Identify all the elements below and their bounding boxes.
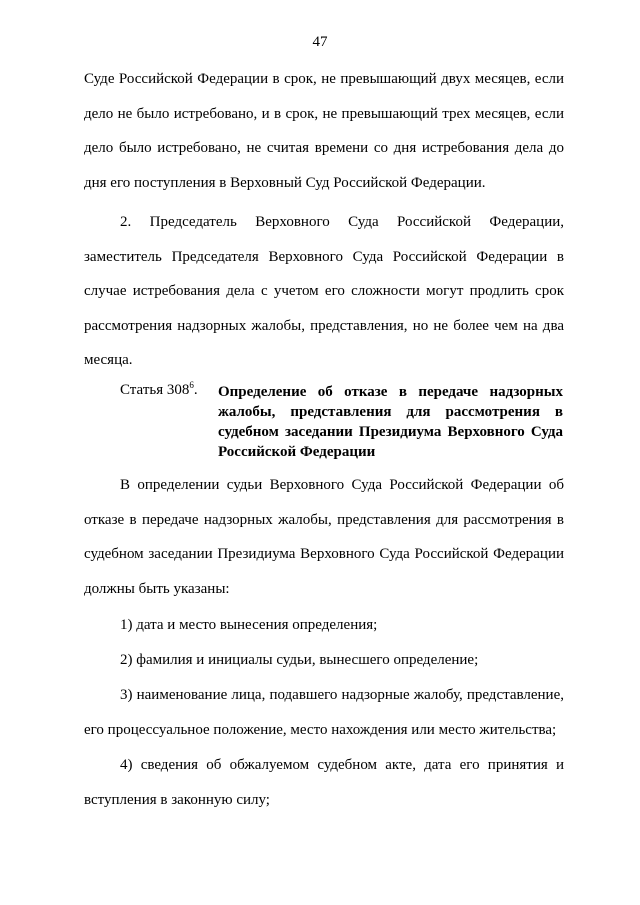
list-item [84,678,564,747]
text-line: судебном заседании Президиума Верховного Суда Российской Федерации [84,546,564,562]
article-title-line: Определение об отказе в передаче надзорных [218,384,563,400]
paragraph-requirements [84,468,564,606]
text-line: 3) наименование лица, подавшего надзорные жалобу, представление, [120,687,564,703]
text-line: В определении судьи Верховного Суда Российской Федерации об [120,477,564,493]
article-label-suffix: . [193,382,198,398]
text-line: 2) фамилия и инициалы судьи, вынесшего определение; [120,652,479,668]
text-line: случае истребования дела с учетом его сложности могут продлить срок [84,283,564,299]
article-title [218,382,563,462]
article-title-line: судебном заседании Президиума Верховного Суда [218,424,563,440]
text-line: месяца. [84,352,133,368]
text-line: дело было истребовано, не считая времени со дня истребования дела до [84,140,564,156]
article-number [120,382,198,399]
paragraph-extension [84,205,564,378]
article-title-line: жалобы, представления для рассмотрения в [218,404,563,420]
text-line: Суде Российской Федерации в срок, не превышающий двух месяцев, если [84,71,564,87]
text-line: заместитель Председателя Верховного Суда Российской Федерации в [84,248,564,265]
article-title-line: Российской Федерации [218,444,376,460]
text-line: 4) сведения об обжалуемом судебном акте, дата его принятия и [120,757,564,773]
paragraph-continuation [84,62,564,200]
list-item [84,643,564,678]
text-line: вступления в законную силу; [84,791,270,808]
article-label-prefix: Статья 308 [120,382,190,398]
text-line: его процессуальное положение, место нахождения или место жительства; [84,721,557,738]
article-label-superscript: 6 [189,380,194,390]
list-item [84,748,564,817]
text-line: 1) дата и место вынесения определения; [120,617,378,633]
text-line: дня его поступления в Верховный Суд Российской Федерации. [84,174,486,191]
text-line: 2. Председатель Верховного Суда Российской Федерации, [120,214,564,230]
text-line: рассмотрения надзорных жалобы, представления, но не более чем на два [84,317,564,334]
text-line: отказе в передаче надзорных жалобы, представления для рассмотрения в [84,511,564,528]
text-line: должны быть указаны: [84,580,230,597]
text-line: дело не было истребовано, и в срок, не превышающий трех месяцев, если [84,105,564,122]
page-number: 47 [312,34,328,50]
list-item [84,608,564,643]
